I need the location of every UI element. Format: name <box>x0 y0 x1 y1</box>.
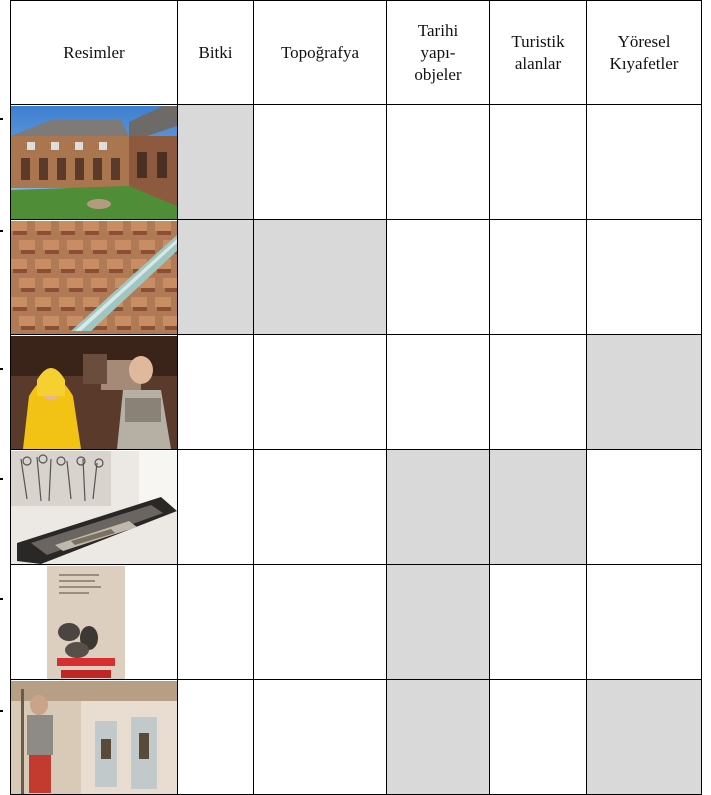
cell-topografya <box>254 105 387 220</box>
cell-tarihi-shaded <box>387 680 490 795</box>
cell-bitki <box>178 680 254 795</box>
margin-tick <box>0 368 3 370</box>
cell-topografya-shaded <box>254 220 387 335</box>
margin-tick <box>0 478 3 480</box>
table-row <box>11 450 702 565</box>
cell-yoresel <box>587 565 702 680</box>
cell-yoresel <box>587 450 702 565</box>
roman-soldier-exhibit-photo <box>11 680 178 795</box>
cell-yoresel-shaded <box>587 680 702 795</box>
cell-topografya <box>254 335 387 450</box>
cell-bitki <box>178 335 254 450</box>
header-bitki: Bitki <box>178 1 254 105</box>
header-resimler: Resimler <box>11 1 178 105</box>
table-row <box>11 335 702 450</box>
cell-bitki-shaded <box>178 105 254 220</box>
margin-tick <box>0 118 3 120</box>
cell-turistik-shaded <box>490 450 587 565</box>
margin-tick <box>0 710 3 712</box>
cell-yoresel <box>587 220 702 335</box>
margin-tick <box>0 230 3 232</box>
cell-turistik <box>490 680 587 795</box>
costume-figures-photo <box>11 335 178 450</box>
table-row <box>11 220 702 335</box>
cell-turistik <box>490 565 587 680</box>
cell-topografya <box>254 450 387 565</box>
cell-tarihi <box>387 105 490 220</box>
cell-bitki-shaded <box>178 220 254 335</box>
cloister-courtyard-photo <box>11 105 178 220</box>
table-row <box>11 105 702 220</box>
cell-yoresel <box>587 105 702 220</box>
table-row <box>11 565 702 680</box>
cell-bitki <box>178 450 254 565</box>
cell-yoresel-shaded <box>587 335 702 450</box>
header-tarihi-yapi-objeler: Tarihi yapı-objeler <box>387 1 490 105</box>
cell-turistik <box>490 220 587 335</box>
cell-turistik <box>490 335 587 450</box>
header-yoresel-kiyafetler: Yöresel Kıyafetler <box>587 1 702 105</box>
cell-topografya <box>254 680 387 795</box>
cell-topografya <box>254 565 387 680</box>
header-turistik-alanlar: Turistik alanlar <box>490 1 587 105</box>
classification-table <box>10 0 702 795</box>
cell-tarihi-shaded <box>387 565 490 680</box>
header-topografya: Topoğrafya <box>254 1 387 105</box>
cell-turistik <box>490 105 587 220</box>
pottery-exhibit-photo <box>11 565 178 680</box>
cell-tarihi-shaded <box>387 450 490 565</box>
margin-tick <box>0 598 3 600</box>
museum-display-case-photo <box>11 450 178 565</box>
cell-tarihi <box>387 220 490 335</box>
cell-bitki <box>178 565 254 680</box>
header-row <box>11 1 702 105</box>
city-model-photo <box>11 220 178 335</box>
cell-tarihi <box>387 335 490 450</box>
table-row <box>11 680 702 795</box>
